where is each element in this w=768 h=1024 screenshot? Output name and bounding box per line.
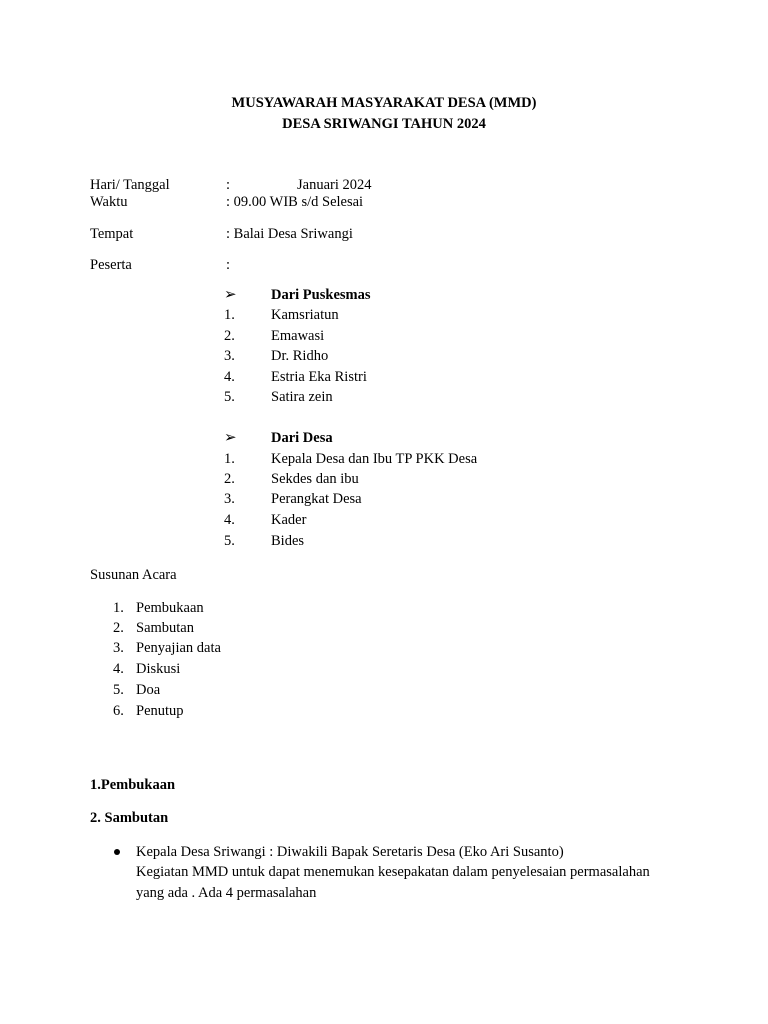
list-item: Kader — [271, 512, 307, 528]
list-number: 1. — [224, 307, 235, 323]
list-number: 1. — [224, 451, 235, 467]
bullet-dot-icon — [114, 849, 120, 855]
list-number: 3. — [224, 491, 235, 507]
list-number: 3. — [113, 640, 124, 656]
list-number: 2. — [224, 328, 235, 344]
waktu-label: Waktu — [90, 194, 128, 210]
list-item: Perangkat Desa — [271, 491, 362, 507]
list-item: Diskusi — [136, 661, 181, 677]
susunan-acara-heading: Susunan Acara — [90, 567, 177, 583]
group-heading-desa: Dari Desa — [271, 430, 333, 446]
list-item: Doa — [136, 682, 161, 698]
hari-tanggal-value: Januari 2024 — [297, 177, 372, 193]
list-number: 5. — [224, 389, 235, 405]
list-item: Satira zein — [271, 389, 333, 405]
group-heading-puskesmas: Dari Puskesmas — [271, 287, 371, 303]
list-item: Penutup — [136, 703, 184, 719]
peserta-colon: : — [226, 257, 231, 273]
list-item: Sambutan — [136, 620, 194, 636]
peserta-label: Peserta — [90, 257, 132, 273]
list-item: Pembukaan — [136, 600, 204, 616]
waktu-value: : 09.00 WIB s/d Selesai — [226, 194, 364, 210]
tempat-label: Tempat — [90, 226, 134, 242]
sambutan-line-3: yang ada . Ada 4 permasalahan — [136, 885, 317, 901]
list-item: Emawasi — [271, 328, 325, 344]
sambutan-line-2: Kegiatan MMD untuk dapat menemukan kesepakatan dalam penyelesaian permasalahan — [136, 864, 650, 880]
list-item: Bides — [271, 533, 305, 549]
hari-tanggal-label: Hari/ Tanggal — [90, 177, 170, 193]
document-title-line1: MUSYAWARAH MASYARAKAT DESA (MMD) — [231, 95, 537, 111]
section-heading-sambutan: 2. Sambutan — [90, 810, 169, 826]
list-number: 5. — [224, 533, 235, 549]
list-item: Dr. Ridho — [271, 348, 329, 364]
list-number: 4. — [224, 512, 235, 528]
list-number: 2. — [224, 471, 235, 487]
list-item: Penyajian data — [136, 640, 221, 656]
list-number: 5. — [113, 682, 124, 698]
sambutan-line-1: Kepala Desa Sriwangi : Diwakili Bapak Seretaris Desa (Eko Ari Susanto) — [136, 844, 564, 860]
list-item: Kepala Desa dan Ibu TP PKK Desa — [271, 451, 478, 467]
arrow-bullet-icon: ➢ — [224, 430, 237, 446]
hari-tanggal-colon: : — [226, 177, 231, 193]
section-heading-pembukaan: 1.Pembukaan — [90, 777, 176, 793]
list-item: Estria Eka Ristri — [271, 369, 367, 385]
document-title-line2: DESA SRIWANGI TAHUN 2024 — [282, 116, 486, 132]
list-number: 4. — [113, 661, 124, 677]
arrow-bullet-icon: ➢ — [224, 287, 237, 303]
list-number: 4. — [224, 369, 235, 385]
list-number: 2. — [113, 620, 124, 636]
list-number: 3. — [224, 348, 235, 364]
list-number: 1. — [113, 600, 124, 616]
list-item: Kamsriatun — [271, 307, 339, 323]
tempat-value: : Balai Desa Sriwangi — [226, 226, 353, 242]
list-number: 6. — [113, 703, 124, 719]
list-item: Sekdes dan ibu — [271, 471, 359, 487]
